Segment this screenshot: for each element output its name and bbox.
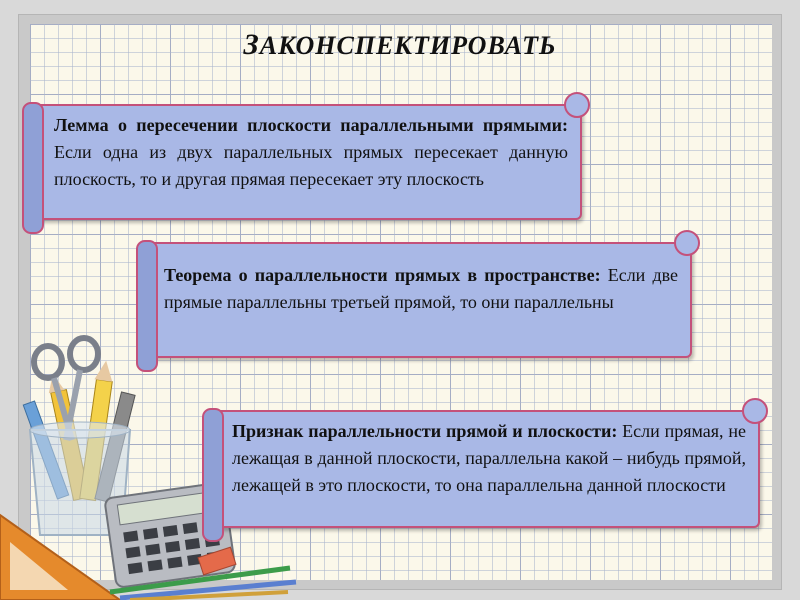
card-theorem-heading: Теорема о параллельности прямых в пространстве: (164, 265, 601, 285)
card-lemma-body: Если одна из двух параллельных прямых пересекает данную плоскость, то и другая прямая пересекает эту плоскость (54, 142, 568, 189)
card-criterion-heading: Признак параллельности прямой и плоскости: (232, 421, 618, 441)
card-theorem-text (148, 244, 690, 316)
title-rest: АКОНСПЕКТИРОВАТЬ (259, 31, 557, 60)
card-criterion (212, 410, 760, 528)
card-theorem-body: Если две прямые параллельны третьей прямой, то они параллельны (164, 265, 678, 312)
card-criterion-body: Если прямая, не лежащая в данной плоскости, параллельна какой – нибудь прямой, лежащей в это плоскости, то она параллельна данной плоскости (232, 421, 747, 495)
title-first-letter: З (243, 28, 260, 61)
card-theorem (146, 242, 692, 358)
card-lemma-text (34, 106, 580, 193)
card-lemma (32, 104, 582, 220)
card-criterion-text (214, 412, 758, 499)
slide-title (0, 28, 800, 62)
card-lemma-heading: Лемма о пересечении плоскости параллельными прямыми: (54, 115, 568, 135)
